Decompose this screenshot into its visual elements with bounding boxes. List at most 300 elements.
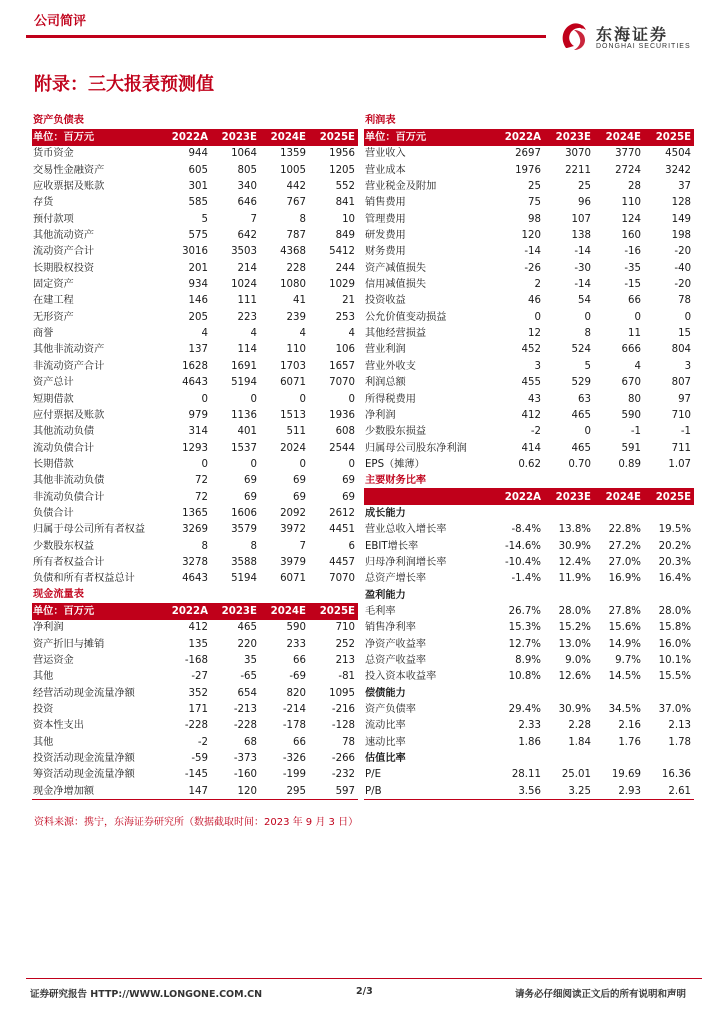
row-value: 0 — [348, 458, 356, 470]
table-row — [364, 293, 694, 309]
row-value: 805 — [237, 164, 257, 176]
row-value: 934 — [188, 279, 208, 291]
row-value: 767 — [286, 197, 306, 209]
row-value: -30 — [574, 262, 591, 274]
row-value: -20 — [674, 246, 692, 258]
table-row — [32, 620, 358, 636]
row-value: 575 — [188, 230, 208, 242]
row-value: 3770 — [615, 148, 641, 160]
table-row — [32, 309, 358, 325]
row-value: 25 — [528, 181, 541, 193]
table-row — [364, 375, 694, 391]
row-value: 78 — [678, 295, 692, 307]
row-value: 0 — [634, 311, 641, 323]
row-value: 72 — [195, 475, 208, 487]
table-row — [32, 358, 358, 374]
row-value: 4643 — [182, 573, 208, 585]
table-row — [364, 636, 694, 652]
row-value: 228 — [286, 262, 306, 274]
year-header: 2022A — [494, 489, 544, 505]
row-value: 19.5% — [658, 524, 692, 536]
row-value: 11 — [628, 328, 641, 340]
row-value: 0 — [250, 458, 257, 470]
row-value: 2.16 — [618, 720, 641, 732]
row-value: 2024 — [280, 442, 306, 454]
year-header: 2025E — [309, 129, 358, 145]
table-row — [364, 734, 694, 750]
row-label: 非流动负债合计 — [33, 491, 105, 503]
table-row — [32, 146, 358, 162]
row-value: 2092 — [280, 507, 306, 519]
row-value: 1.86 — [518, 736, 541, 748]
row-label: 非流动资产合计 — [33, 360, 105, 372]
row-value: 63 — [578, 393, 591, 405]
year-header: 2024E — [594, 489, 644, 505]
row-value: 120 — [211, 783, 260, 799]
row-value: 314 — [188, 426, 208, 438]
row-value: 28.0% — [558, 605, 591, 617]
row-value: 0 — [348, 393, 356, 405]
row-value: 2.13 — [668, 720, 692, 732]
table-row — [32, 375, 358, 391]
row-value: 146 — [188, 295, 208, 307]
row-label: 净利润 — [33, 622, 64, 634]
row-label: P/E — [365, 769, 382, 781]
row-value: 0 — [534, 311, 541, 323]
row-value: 75 — [528, 197, 541, 209]
row-label: 经营活动现金流量净额 — [33, 687, 135, 699]
row-label: 预付款项 — [33, 213, 74, 225]
row-value: 12.4% — [558, 556, 591, 568]
row-value: 37.0% — [658, 704, 692, 716]
row-value: 605 — [188, 164, 208, 176]
header-rule — [26, 35, 546, 38]
row-label: 其他非流动负债 — [33, 475, 105, 487]
row-value: 213 — [335, 655, 356, 667]
row-value: 1.76 — [618, 736, 641, 748]
row-value: 10 — [342, 213, 356, 225]
row-value: 2 — [534, 279, 541, 291]
row-value: 4368 — [280, 246, 306, 258]
row-value: 465 — [571, 409, 591, 421]
row-value: 3 — [534, 360, 541, 372]
row-value: 1005 — [280, 164, 306, 176]
row-value: 1293 — [182, 442, 208, 454]
row-value: 4 — [348, 328, 356, 340]
table-row — [364, 358, 694, 374]
row-value: 1691 — [231, 360, 257, 372]
row-value: 25.01 — [561, 769, 591, 781]
row-value: 711 — [671, 442, 692, 454]
row-value: 110 — [621, 197, 641, 209]
row-value: 3972 — [280, 524, 306, 536]
row-label: 其他流动负债 — [33, 426, 95, 438]
table-row — [364, 522, 694, 538]
row-label: 无形资产 — [33, 311, 74, 323]
row-value: 1537 — [231, 442, 257, 454]
table-row — [32, 571, 358, 587]
row-value: 16.4% — [658, 573, 692, 585]
row-value: 7070 — [329, 573, 356, 585]
row-value: 2612 — [329, 507, 356, 519]
row-value: 28.11 — [511, 769, 541, 781]
table-row — [364, 440, 694, 456]
unit-label: 单位：百万元 — [364, 129, 494, 145]
row-label: 投入资本收益率 — [365, 671, 437, 683]
table-row — [364, 701, 694, 717]
table-row — [364, 309, 694, 325]
table-row — [32, 342, 358, 358]
row-value: 3070 — [565, 148, 591, 160]
row-value: 2.28 — [568, 720, 591, 732]
year-header: 2025E — [644, 129, 694, 145]
row-value: 841 — [335, 197, 356, 209]
row-value: -15 — [624, 279, 641, 291]
row-value: 597 — [309, 783, 358, 799]
row-value: 1703 — [280, 360, 306, 372]
category-label: 估值比率 — [365, 753, 406, 765]
unit-label: 单位：百万元 — [32, 129, 162, 145]
row-value: 27.8% — [608, 605, 641, 617]
row-label: 流动比率 — [365, 720, 406, 732]
row-label: 投资收益 — [365, 295, 406, 307]
row-value: 147 — [162, 783, 211, 799]
row-label: 总资产收益率 — [365, 655, 427, 667]
row-value: 4504 — [665, 148, 692, 160]
row-value: 442 — [286, 181, 306, 193]
row-value: 1095 — [329, 687, 356, 699]
year-header: 2025E — [309, 603, 358, 619]
row-value: 54 — [578, 295, 591, 307]
row-value: 25 — [578, 181, 591, 193]
row-value: 16.36 — [661, 769, 692, 781]
row-value: 0 — [201, 458, 208, 470]
row-value: -2 — [530, 426, 541, 438]
income-ratio-table — [364, 113, 694, 800]
row-value: 5412 — [329, 246, 356, 258]
row-value: 3588 — [231, 556, 257, 568]
row-value: 68 — [244, 736, 257, 748]
row-value: 0 — [584, 311, 591, 323]
year-header: 2022A — [162, 603, 211, 619]
row-label: 长期股权投资 — [33, 262, 95, 274]
row-value: -81 — [338, 671, 356, 683]
row-value: 107 — [571, 213, 591, 225]
source-note: 资料来源：携宁，东海证券研究所（数据截取时间：2023 年 9 月 3 日） — [34, 817, 359, 828]
row-value: 98 — [528, 213, 541, 225]
row-label: 毛利率 — [365, 605, 396, 617]
row-label: 少数股东权益 — [33, 540, 95, 552]
row-label: 速动比率 — [365, 736, 406, 748]
row-value: 106 — [335, 344, 356, 356]
row-value: 80 — [628, 393, 641, 405]
year-header: 2023E — [211, 129, 260, 145]
row-value: 137 — [188, 344, 208, 356]
page-title: 附录：三大报表预测值 — [34, 74, 214, 95]
row-value: 7070 — [329, 377, 356, 389]
table-row — [32, 424, 358, 440]
row-value: 591 — [621, 442, 641, 454]
row-value: 2697 — [515, 148, 541, 160]
row-value: 35 — [244, 655, 257, 667]
row-value: 1936 — [329, 409, 356, 421]
row-value: 3278 — [182, 556, 208, 568]
row-value: 4 — [299, 328, 306, 340]
table-row — [364, 146, 694, 162]
table-row — [32, 260, 358, 276]
row-value: 16.9% — [608, 573, 641, 585]
year-header: 2024E — [260, 603, 309, 619]
row-value: -1 — [680, 426, 692, 438]
row-value: 96 — [578, 197, 591, 209]
row-value: -35 — [624, 262, 641, 274]
table-row — [364, 178, 694, 194]
cash-flow-title — [32, 587, 358, 603]
dragon-logo-icon — [558, 18, 592, 54]
row-value: 642 — [237, 230, 257, 242]
table-row — [364, 718, 694, 734]
row-value: 27.2% — [608, 540, 641, 552]
table-row — [364, 342, 694, 358]
row-value: 15.3% — [508, 622, 541, 634]
row-value: 1136 — [231, 409, 257, 421]
row-label: 筹资活动现金流量净额 — [33, 769, 135, 781]
row-value: 1205 — [329, 164, 356, 176]
row-label: 其他 — [33, 671, 54, 683]
section-title: 资产负债表 — [32, 113, 358, 129]
table-row — [364, 162, 694, 178]
row-value: -14 — [574, 246, 591, 258]
year-header: 2022A — [494, 129, 544, 145]
row-value: 9.0% — [565, 655, 591, 667]
row-value: 114 — [237, 344, 257, 356]
row-value: 6071 — [280, 377, 306, 389]
row-value: 301 — [188, 181, 208, 193]
row-value: 20.3% — [658, 556, 692, 568]
table-row — [364, 669, 694, 685]
row-value: 10.1% — [658, 655, 692, 667]
row-value: 654 — [237, 687, 257, 699]
row-label: 资产负债率 — [365, 704, 416, 716]
row-label: EBIT增长率 — [365, 540, 419, 552]
table-row — [364, 391, 694, 407]
row-value: 529 — [571, 377, 591, 389]
footer-website: 证券研究报告 HTTP://WWW.LONGONE.COM.CN — [30, 989, 263, 1000]
table-row — [32, 407, 358, 423]
table-row — [32, 391, 358, 407]
row-value: 4457 — [329, 556, 356, 568]
row-value: -1.4% — [511, 573, 541, 585]
footer-disclaimer: 请务必仔细阅读正文后的所有说明和声明 — [514, 989, 686, 1000]
table-row — [32, 767, 358, 783]
row-value: 223 — [237, 311, 257, 323]
row-label: 营运资金 — [33, 655, 74, 667]
table-row — [32, 669, 358, 685]
row-value: 5194 — [231, 377, 257, 389]
row-label: 研发费用 — [365, 230, 406, 242]
row-value: 8 — [250, 540, 257, 552]
table-row — [32, 178, 358, 194]
row-label: 归属母公司股东净利润 — [365, 442, 467, 454]
row-value: 72 — [195, 491, 208, 503]
income-statement-header — [364, 129, 694, 145]
row-value: 944 — [188, 148, 208, 160]
row-value: 41 — [293, 295, 306, 307]
row-label: 流动负债合计 — [33, 442, 95, 454]
row-value: 4 — [634, 360, 641, 372]
row-value: 401 — [237, 426, 257, 438]
row-value: 9.7% — [615, 655, 641, 667]
row-value: 1606 — [231, 507, 257, 519]
row-value: 6071 — [280, 573, 306, 585]
table-row — [32, 227, 358, 243]
ratio-category — [364, 685, 694, 701]
row-label: 资产总计 — [33, 377, 74, 389]
row-value: 220 — [237, 638, 257, 650]
row-value: -228 — [233, 720, 257, 732]
table-row — [32, 718, 358, 734]
row-value: 7 — [250, 213, 257, 225]
row-value: 12 — [528, 328, 541, 340]
row-value: -178 — [282, 720, 306, 732]
row-label: 投资活动现金流量净额 — [33, 753, 135, 765]
row-value: -59 — [191, 753, 208, 765]
row-value: 124 — [621, 213, 641, 225]
row-value: 412 — [188, 622, 208, 634]
row-value: 1956 — [329, 148, 356, 160]
row-label: 销售净利率 — [365, 622, 416, 634]
ratios-title — [364, 473, 694, 489]
row-label: 负债合计 — [33, 507, 74, 519]
row-value: -128 — [331, 720, 356, 732]
unit-label: 单位：百万元 — [32, 603, 162, 619]
row-value: 8 — [201, 540, 208, 552]
table-row — [32, 538, 358, 554]
row-label: 其他 — [33, 736, 54, 748]
row-value: 110 — [286, 344, 306, 356]
row-value: 455 — [521, 377, 541, 389]
row-value: 2.61 — [644, 783, 694, 799]
table-row — [32, 162, 358, 178]
table-row — [32, 456, 358, 472]
row-value: 0 — [299, 458, 306, 470]
row-value: 3503 — [231, 246, 257, 258]
table-row — [364, 211, 694, 227]
row-value: 3.56 — [494, 783, 544, 799]
row-value: 608 — [335, 426, 356, 438]
cash-flow-header — [32, 603, 358, 619]
row-value: 552 — [335, 181, 356, 193]
row-value: 1365 — [182, 507, 208, 519]
header-tag: 公司简评 — [34, 14, 87, 29]
row-label: 销售费用 — [365, 197, 406, 209]
row-label: 利润总额 — [365, 377, 406, 389]
row-value: 3979 — [280, 556, 306, 568]
row-value: 0.89 — [618, 458, 641, 470]
page-number: 2/3 — [356, 986, 373, 997]
row-value: 198 — [671, 230, 692, 242]
row-label: 财务费用 — [365, 246, 406, 258]
row-value: 66 — [293, 655, 306, 667]
row-value: 524 — [571, 344, 591, 356]
table-row — [32, 244, 358, 260]
row-value: 1.07 — [668, 458, 692, 470]
ratio-category — [364, 505, 694, 521]
row-value: 295 — [260, 783, 309, 799]
row-value: -14.6% — [504, 540, 541, 552]
table-row — [32, 211, 358, 227]
row-value: 511 — [286, 426, 306, 438]
table-row — [32, 701, 358, 717]
company-logo — [558, 18, 708, 56]
section-title: 利润表 — [364, 113, 694, 129]
row-value: 160 — [621, 230, 641, 242]
row-value: 0.62 — [518, 458, 541, 470]
row-value: -20 — [674, 279, 692, 291]
row-label: 营业利润 — [365, 344, 406, 356]
table-row — [364, 603, 694, 619]
row-value: 43 — [528, 393, 541, 405]
row-value: 97 — [678, 393, 692, 405]
row-value: 214 — [237, 262, 257, 274]
row-value: 8 — [299, 213, 306, 225]
row-value: 1029 — [329, 279, 356, 291]
table-row — [364, 538, 694, 554]
table-row — [364, 195, 694, 211]
row-value: 8.9% — [515, 655, 541, 667]
table-row — [364, 620, 694, 636]
row-value: 3269 — [182, 524, 208, 536]
row-value: 6 — [348, 540, 356, 552]
row-value: 646 — [237, 197, 257, 209]
row-value: 29.4% — [508, 704, 541, 716]
row-value: 171 — [188, 704, 208, 716]
row-value: 807 — [671, 377, 692, 389]
ratios-header — [364, 489, 694, 505]
row-value: 1.78 — [668, 736, 692, 748]
table-row — [364, 325, 694, 341]
logo-chinese-name: 东海证券 — [596, 25, 669, 44]
row-value: 5194 — [231, 573, 257, 585]
row-value: 849 — [335, 230, 356, 242]
row-value: -65 — [240, 671, 257, 683]
row-value: 21 — [342, 295, 356, 307]
row-label: 固定资产 — [33, 279, 74, 291]
row-label: 交易性金融资产 — [33, 164, 105, 176]
row-value: 13.0% — [558, 638, 591, 650]
row-value: -214 — [282, 704, 306, 716]
row-value: 414 — [521, 442, 541, 454]
row-value: 78 — [342, 736, 356, 748]
row-label: 营业收入 — [365, 148, 406, 160]
row-label: 商誉 — [33, 328, 54, 340]
row-value: 452 — [521, 344, 541, 356]
row-value: 111 — [237, 295, 257, 307]
row-value: 585 — [188, 197, 208, 209]
row-value: -14 — [524, 246, 541, 258]
row-label: 应收票据及账款 — [33, 181, 105, 193]
row-label: 营业外收支 — [365, 360, 416, 372]
ratio-category — [364, 750, 694, 766]
year-header: 2022A — [162, 129, 211, 145]
row-value: 28 — [628, 181, 641, 193]
income-statement-title — [364, 113, 694, 129]
row-value: 670 — [621, 377, 641, 389]
table-row — [32, 783, 358, 799]
table-row — [32, 750, 358, 766]
row-value: -10.4% — [504, 556, 541, 568]
row-label: 存货 — [33, 197, 54, 209]
